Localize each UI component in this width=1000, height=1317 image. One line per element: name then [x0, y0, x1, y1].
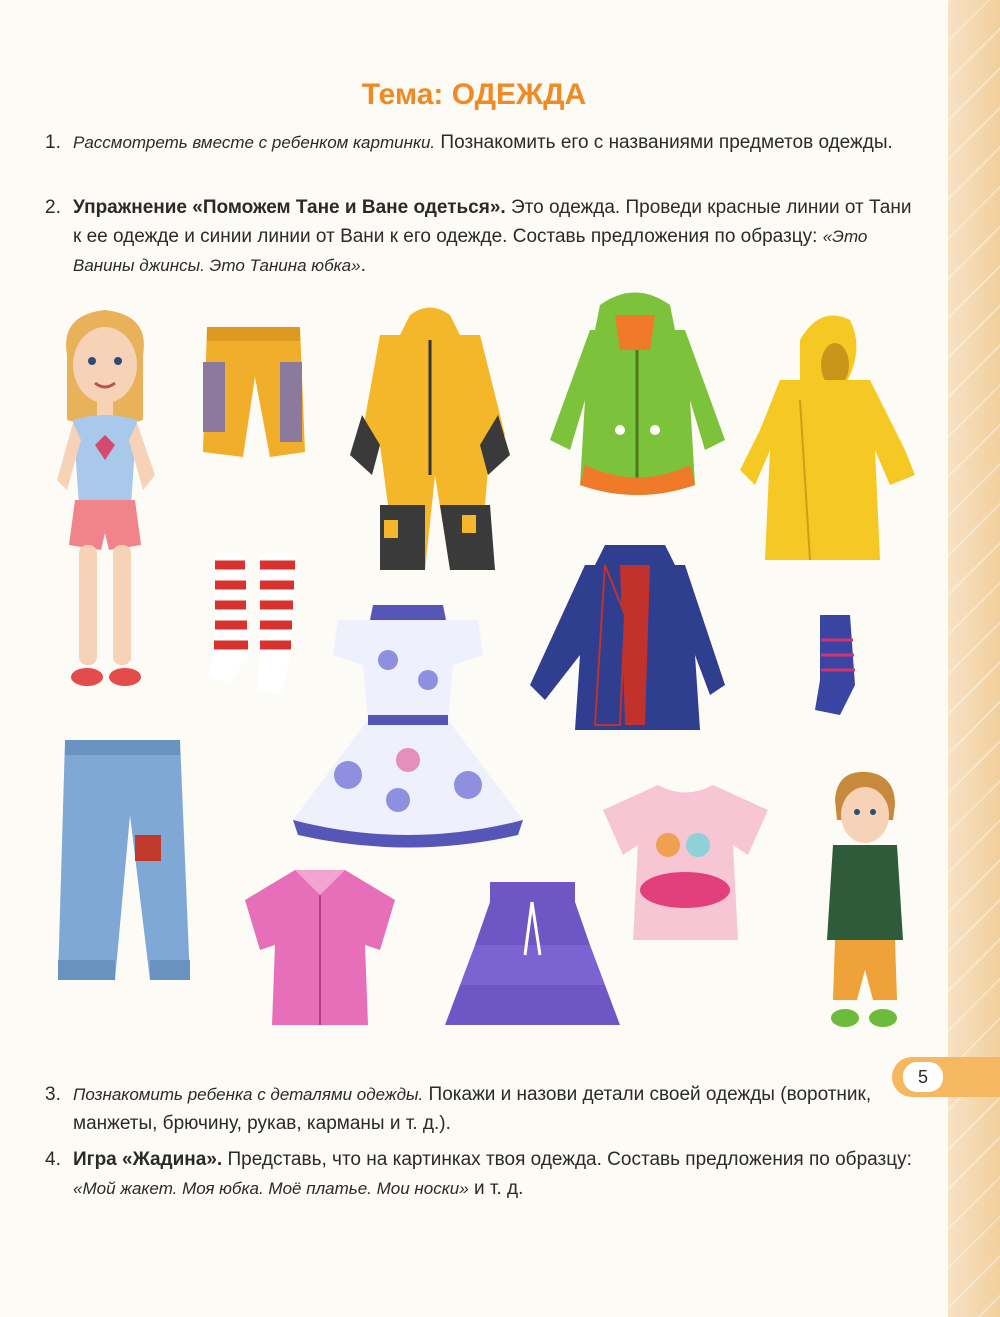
green-parka-icon: [545, 290, 730, 505]
page-title: Тема: ОДЕЖДА: [361, 78, 587, 111]
yellow-raincoat-icon: [740, 310, 920, 565]
dress-icon: [288, 600, 528, 845]
instruction-item-4: 4. Игра «Жадина». Представь, что на картинках твоя одежда. Составь предложения по образцу: «Мой жакет. Моя юбка. Моё платье. Мои носки» и т. д.: [45, 1149, 912, 1199]
boy-icon: [825, 770, 905, 1035]
decorative-side-strip: [948, 0, 1000, 1317]
overall-icon: [340, 305, 520, 580]
page-number: 5: [903, 1062, 943, 1092]
instruction-item-1: 1. Рассмотреть вместе с ребенком картинки. Познакомить его с названиями предметов одежды.: [45, 132, 893, 153]
blue-jacket-icon: [525, 535, 730, 735]
blue-socks-icon: [805, 610, 870, 720]
purple-skirt-icon: [440, 880, 625, 1030]
instruction-item-2: 2. Упражнение «Поможем Тане и Ване одеться». Это одежда. Проведи красные линии от Тани к ее одежде и синии линии от Вани к его одежде. Составь предложения по образцу: «Это Ванины джинсы. Это Танина юбка».: [45, 197, 912, 276]
instruction-item-3: 3. Познакомить ребенка с деталями одежды. Покажи и назови детали своей одежды (воротник, манжеты, брючину, рукав, карманы и т. д.).: [45, 1084, 872, 1134]
jeans-icon: [50, 735, 200, 985]
pink-shirt-icon: [240, 865, 400, 1030]
girl-icon: [45, 305, 165, 695]
shorts-icon: [195, 322, 310, 462]
